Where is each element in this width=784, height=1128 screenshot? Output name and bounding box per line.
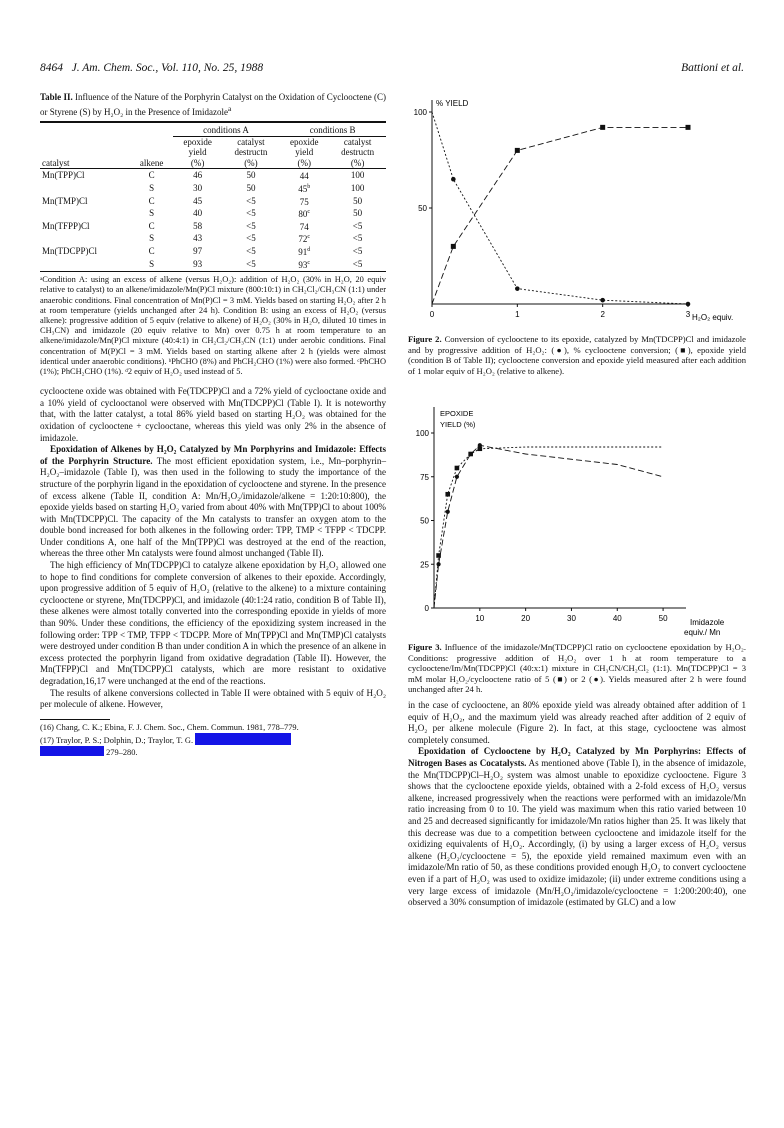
series-line bbox=[434, 445, 663, 608]
col-alkene-header: alkene bbox=[139, 157, 164, 168]
table-row bbox=[40, 232, 386, 245]
x-tick-label: 50 bbox=[658, 614, 668, 623]
col-catalyst-a3: (%) bbox=[244, 157, 258, 168]
col-catalyst-b3: (%) bbox=[350, 157, 365, 168]
cell-b-destr: <5 bbox=[352, 258, 363, 269]
cell-a-destr: 50 bbox=[246, 182, 256, 193]
left-paragraph-3: The high efficiency of Mn(TDCPP)Cl to catalyze alkene epoxidation by H₂O₂ allowed one to hope to find conditions for complete conversion of alkenes to their epoxide. Accordingly, upon progressive addition of 5 equiv of H₂O₂ (relative to the alkene) to a mixture containing cyclooctene or styrene, Mn(TDCPP)Cl, and imidazole (40:1:24 ratio, condition B of Table II), these alkenes were almost totally converted into the corresponding epoxide in yields of more than 90%. Under these conditions, the efficiency of the epoxidizing system increased in the following order: TPP < TMP, TFPP < TDCPP. More of Mn(TPP)Cl and Mn(TMP)Cl catalysts were destroyed under condition B than under condition A in which the presence of an alkene in excess protected the porphyrin ligand from oxidative degradation (Table II). However, the Mn(TFPP)Cl and Mn(TDCPP)Cl catalysts, which are more resistant to oxidative degradation,16,17 were unchanged at the end of the reactions. bbox=[40, 560, 386, 686]
cell-b-yield: 93$^c$ bbox=[298, 259, 311, 270]
cell-a-yield: 97 bbox=[193, 245, 203, 256]
cell-b-destr: <5 bbox=[352, 220, 363, 231]
figure2-caption bbox=[408, 334, 746, 376]
table-row bbox=[40, 207, 386, 220]
cell-a-yield: 46 bbox=[193, 170, 203, 181]
cell-alkene: C bbox=[148, 220, 155, 231]
col-catalyst-a2: destructn bbox=[234, 147, 268, 158]
data-point-square bbox=[451, 244, 456, 249]
cell-a-destr: 50 bbox=[246, 170, 256, 181]
right-paragraph-1: in the case of cyclooctene, an 80% epoxide yield was already obtained after addition of 1 equiv of H₂O₂, and the maximum yield was already reached after addition of 2 equiv of H₂O₂ per alkene molecule (Figure 2). In fact, at this stage, cyclooctene was almost completely consumed. bbox=[408, 700, 746, 745]
x-tick-label: 0 bbox=[429, 310, 435, 319]
page-number: 8464 bbox=[40, 62, 63, 74]
cell-alkene: C bbox=[148, 245, 155, 256]
table2-caption-sup: a bbox=[227, 104, 232, 113]
cell-b-destr: 50 bbox=[353, 195, 363, 206]
reference-17: (17) Traylor, P. S.; Dolphin, D.; Traylor, T. G. 279–280. bbox=[40, 733, 386, 758]
conditions-a-header: conditions A bbox=[173, 125, 280, 136]
cell-b-yield: 44 bbox=[299, 171, 309, 182]
table-row bbox=[40, 169, 386, 182]
cell-catalyst: Mn(TPP)Cl bbox=[42, 170, 85, 181]
right-paragraph-2-text: As mentioned above (Table I), in the absence of imidazole, the Mn(TDCPP)Cl–H₂O₂ system was almost unable to epoxidize cyclooctene. Figure 3 shows that the cyclooctene epoxide yields, obtained with a 2-fold excess of H₂O₂ versus alkene, increased progressively when the reactions were performed with an imidazole/Mn ratio increasing from 0 to 10. The yield was maximum when this ratio varied between 10 and 25 and decreased significantly for imidazole/Mn ratios higher than 25. It was likely that this decrease was due to a competition between cyclooctene and imidazole itself for the oxidizing equivalents of H₂O₂. Accordingly, (i) by using a larger excess of H₂O₂ versus alkene (H₂O₂/cyclooctene = 5), the epoxide yield remained maximum even with an imidazole/Mn ratio of 50, as these conditions provided enough H₂O₂ to convert cyclooctene even if a part of H₂O₂ was used to oxidize imidazole; (ii) under extreme conditions using a very large excess of imidazole (Mn/H₂O₂/imidazole/cyclooctene = 1:200:200:40), one observed a 30% consumption of imidazole (estimated by GLC) and a low bbox=[408, 757, 746, 908]
figure2-label: Figure 2. bbox=[408, 334, 442, 344]
running-header-left bbox=[40, 62, 263, 74]
figure3-caption-text: Influence of the imidazole/Mn(TDCPP)Cl ratio on cyclooctene epoxidation by H₂O₂. Conditions: progressive addition of H₂O₂ over 1 h at room temperature to a cyclooctene/Im/Mn(TDCPP)Cl (40:x:1) mixture in CH₃CN/CH₂Cl₂ (1:1). Mn(TDCPP)Cl = 3 mM molar H₂O₂/cyclooctene ratio of 5 (■) or 2 (●). Yields measured after 2 h were found unchanged after 24 h. bbox=[408, 642, 747, 695]
cell-catalyst: Mn(TFPP)Cl bbox=[42, 220, 90, 231]
col-epoxide-a1: epoxide bbox=[183, 136, 212, 147]
left-column bbox=[40, 92, 386, 758]
data-point-circle bbox=[446, 510, 450, 514]
col-epoxide-a2: yield bbox=[188, 147, 207, 158]
cell-b-destr: 50 bbox=[353, 208, 363, 219]
table-row bbox=[40, 245, 386, 258]
data-point-circle bbox=[515, 286, 520, 291]
cell-alkene: C bbox=[148, 170, 155, 181]
table2-footnote: ᵃCondition A: using an excess of alkene (versus H₂O₂): addition of H₂O₂ (30% in H₂O, 20 equiv relative to catalyst) to an alkene/imidazole/Mn(P)Cl mixture (800:10:1) in CH₂Cl₂/CH₃CN (1:1) under anaerobic conditions. Final concentration of Mn(P)Cl = 3 mM. Yields based on starting H₂O₂ after 2 h at room temperature (yields unchanged after 24 h). Condition B: using an excess of H₂O₂ (versus alkene): progressive addition of 5 equiv (relative to alkene) of H₂O₂ (30% in H₂O, diluted 10 times in CH₃CN) and imidazole (20 equiv relative to Mn) over 0.75 h at room temperature to an alkene/imidazole/Mn(P)Cl mixture (40:4:1) in CH₂Cl₂/CH₃CN (1:1) under aerobic conditions. Final concentration of M(P)Cl = 3 mM. Yields based on starting alkene after 2 h (yields were almost identical under anaerobic conditions). ᵇPhCHO (8%) and PhCH₂CHO (1%) were also formed. ᶜPhCHO (1%); PhCH₂CHO (1%). ᵈ2 equiv of H₂O₂ used instead of 5. bbox=[40, 275, 386, 376]
section-heading-1: Epoxidation of Alkenes by H₂O₂ Catalyzed by Mn Porphyrins and Imidazole: Effects of the Porphyrin Structure. bbox=[40, 444, 386, 466]
data-point-circle bbox=[436, 562, 440, 566]
cell-b-destr: 100 bbox=[350, 182, 365, 193]
cell-a-yield: 30 bbox=[193, 182, 203, 193]
x-tick-label: 10 bbox=[475, 614, 485, 623]
cell-a-yield: 93 bbox=[193, 258, 203, 269]
y-tick-label: 50 bbox=[418, 204, 427, 213]
x-axis-label: equiv./ Mn bbox=[684, 628, 721, 637]
left-paragraph-1: cyclooctene oxide was obtained with Fe(TDCPP)Cl and a 72% yield of cyclooctane oxide and a 10% yield of cyclooctanol were observed with Mn(TDCPP)Cl (Table I). It is noteworthy that, with the latter catalyst, a total 86% yield based on starting H₂O₂ was obtained for the oxidation of cyclooctene + cyclooctane, whereas this yield was only 2% in the absence of imidazole. bbox=[40, 386, 386, 443]
cell-alkene: S bbox=[149, 208, 155, 219]
x-axis-label: Imidazole bbox=[690, 618, 725, 627]
series-line bbox=[434, 447, 663, 608]
y-tick-label: 0 bbox=[424, 604, 429, 613]
col-epoxide-b1: epoxide bbox=[290, 136, 319, 147]
cell-b-destr: 100 bbox=[350, 170, 365, 181]
cell-a-destr: <5 bbox=[246, 245, 256, 256]
y-axis-label: % YIELD bbox=[436, 99, 469, 108]
left-paragraph-2-text: The most efficient epoxidation system, i.e., Mn–porphyrin–H₂O₂–imidazole (Table I), was then used in the following to study the importance of the structure of the porphyrin ligand in the epoxidation of cyclooctene and styrene. In the presence of excess alkene (Table II, condition A: Mn/H₂O₂/imidazole/alkene = 1:20:10:800), the epoxide yields based on starting H₂O₂ varied from about 40% with Mn(TPP)Cl to about 100% with Mn(TDCPP)Cl. The capacity of the Mn catalysts to transfer an oxygen atom to the double bond increased for both alkenes in the following order: TPP, TMP < TFPP < TDCPP. Under conditions A, one half of the Mn(TPP)Cl was destroyed at the end of the reaction, whereas the three other Mn catalysts were found almost unchanged (Table II). bbox=[40, 455, 387, 559]
col-catalyst-b2: destructn bbox=[341, 147, 375, 158]
cell-b-yield: 80$^c$ bbox=[298, 209, 311, 220]
data-point-square bbox=[600, 125, 605, 130]
cell-a-destr: <5 bbox=[246, 258, 256, 269]
x-tick-label: 2 bbox=[600, 310, 605, 319]
redaction-block bbox=[40, 746, 104, 756]
cell-alkene: S bbox=[149, 258, 155, 269]
cell-b-yield: 45$^b$ bbox=[298, 183, 311, 194]
y-tick-label: 100 bbox=[415, 429, 429, 438]
x-tick-label: 40 bbox=[612, 614, 622, 623]
cell-b-yield: 91$^d$ bbox=[298, 246, 311, 257]
conditions-b-header: conditions B bbox=[279, 125, 386, 136]
cell-a-destr: <5 bbox=[246, 208, 256, 219]
running-author: Battioni et al. bbox=[681, 62, 744, 74]
cell-b-destr: <5 bbox=[352, 245, 363, 256]
cell-b-yield: 72$^c$ bbox=[298, 234, 311, 245]
cell-alkene: S bbox=[149, 182, 155, 193]
data-point-circle bbox=[686, 302, 691, 307]
x-axis-label: H₂O₂ equiv. bbox=[692, 313, 734, 322]
col-epoxide-b2: yield bbox=[295, 147, 314, 158]
col-epoxide-b3: (%) bbox=[297, 157, 311, 168]
data-point-square bbox=[445, 492, 450, 497]
x-tick-label: 1 bbox=[515, 310, 520, 319]
data-point-square bbox=[515, 148, 520, 153]
data-point-circle bbox=[451, 177, 456, 182]
cell-a-destr: <5 bbox=[246, 195, 256, 206]
data-point-square bbox=[686, 125, 691, 130]
table-row bbox=[40, 195, 386, 208]
left-paragraph-4: The results of alkene conversions collected in Table II were obtained with 5 equiv of H₂O₂ per molecule of alkene. However, bbox=[40, 687, 386, 710]
x-tick-label: 30 bbox=[567, 614, 576, 623]
col-catalyst-header: catalyst bbox=[42, 157, 70, 168]
cell-b-destr: <5 bbox=[352, 233, 363, 244]
y-tick-label: 50 bbox=[420, 516, 429, 526]
figure2-chart bbox=[406, 92, 746, 332]
cell-a-yield: 43 bbox=[193, 233, 203, 244]
reference-16: (16) Chang, C. K.; Ebina, F. J. Chem. Soc., Chem. Commun. 1981, 778–779. bbox=[40, 722, 299, 732]
cell-a-destr: <5 bbox=[246, 233, 256, 244]
series-line bbox=[432, 112, 688, 304]
left-paragraph-2 bbox=[40, 444, 386, 560]
table2-label: Table II. bbox=[40, 92, 73, 102]
right-paragraph-2 bbox=[408, 746, 746, 908]
figure3-label: Figure 3. bbox=[408, 642, 442, 652]
y-axis-label: EPOXIDE bbox=[440, 409, 474, 418]
table2-caption-text: Influence of the Nature of the Porphyrin Catalyst on the Oxidation of Cyclooctene (C) or Styrene (S) by H₂O₂ in the Presence of Imidazole bbox=[40, 92, 387, 117]
cell-a-yield: 40 bbox=[193, 208, 203, 219]
col-catalyst-a1: catalyst bbox=[237, 136, 265, 147]
table-row bbox=[40, 220, 386, 233]
y-tick-label: 75 bbox=[420, 472, 429, 482]
figure3-chart bbox=[406, 403, 746, 638]
y-tick-label: 100 bbox=[413, 108, 427, 117]
cell-b-yield: 74 bbox=[299, 221, 309, 232]
cell-a-yield: 45 bbox=[193, 195, 203, 206]
table-row bbox=[40, 258, 386, 271]
data-point-circle bbox=[478, 443, 482, 447]
data-point-circle bbox=[600, 298, 605, 303]
figure3-caption bbox=[408, 642, 746, 695]
cell-catalyst bbox=[40, 207, 131, 220]
cell-alkene: S bbox=[149, 233, 155, 244]
data-point-square bbox=[455, 466, 460, 471]
x-tick-label: 20 bbox=[521, 614, 531, 623]
table2-caption bbox=[40, 92, 386, 118]
y-axis-label: YIELD (%) bbox=[440, 420, 476, 429]
cell-a-yield: 58 bbox=[193, 220, 203, 231]
cell-b-yield: 75 bbox=[299, 196, 309, 207]
col-catalyst-b1: catalyst bbox=[343, 136, 372, 147]
data-point-circle bbox=[455, 475, 459, 479]
cell-catalyst bbox=[40, 232, 131, 245]
data-point-circle bbox=[469, 452, 473, 456]
cell-catalyst bbox=[40, 182, 131, 195]
col-epoxide-a3: (%) bbox=[190, 157, 205, 168]
cell-alkene: C bbox=[148, 195, 155, 206]
series-line bbox=[432, 127, 688, 304]
figure2-caption-text: Conversion of cyclooctene to its epoxide, catalyzed by Mn(TDCPP)Cl and imidazole and by progressive addition of H₂O₂: (●), % cyclooctene conversion; (■), epoxide yield (condition B of Table II); cyclooctene conversion and epoxide yield measured after each addition of 1 molar equiv of H₂O₂ (relative to alkene). bbox=[408, 334, 746, 376]
table-row bbox=[40, 182, 386, 195]
right-column bbox=[408, 700, 746, 909]
cell-catalyst: Mn(TMP)Cl bbox=[42, 195, 88, 206]
table2 bbox=[40, 121, 386, 270]
redaction-block bbox=[195, 733, 291, 745]
cell-a-destr: <5 bbox=[246, 220, 256, 231]
cell-catalyst bbox=[40, 258, 131, 271]
section-heading-2: Epoxidation of Cyclooctene by H₂O₂ Catalyzed by Mn Porphyrins: Effects of Nitrogen Bases as Cocatalysts. bbox=[408, 746, 746, 768]
y-tick-label: 25 bbox=[420, 560, 429, 570]
x-tick-label: 3 bbox=[685, 310, 691, 319]
journal-citation: J. Am. Chem. Soc., Vol. 110, No. 25, 1988 bbox=[71, 62, 264, 74]
cell-catalyst: Mn(TDCPP)Cl bbox=[42, 245, 98, 256]
